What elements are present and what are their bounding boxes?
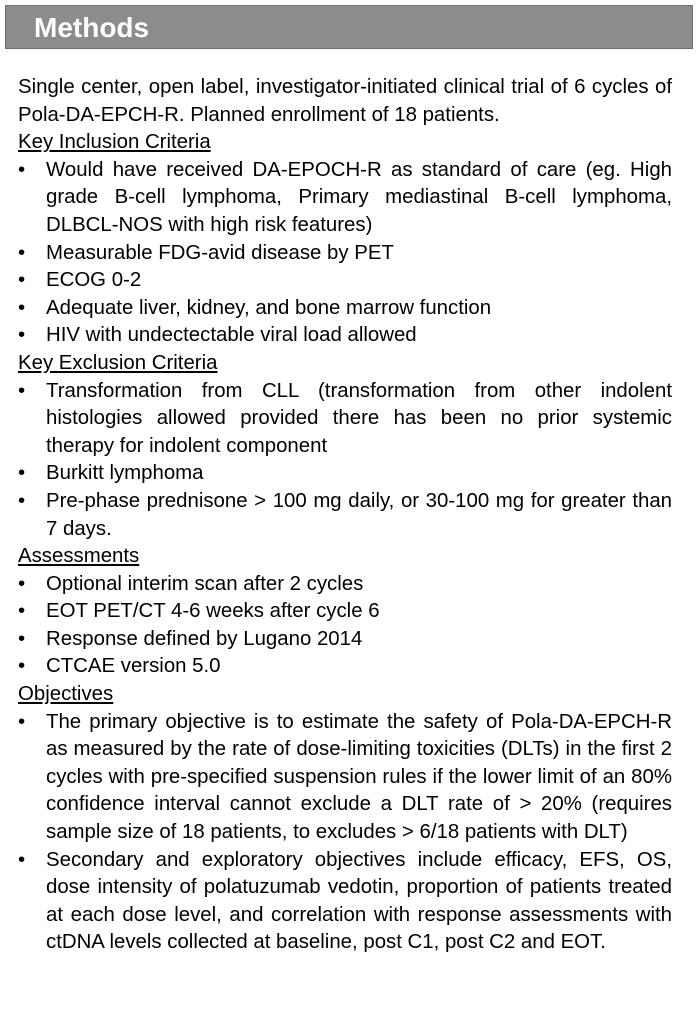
section-objectives xyxy=(18,681,672,957)
section-heading: Key Exclusion Criteria xyxy=(18,351,218,374)
bullet-list xyxy=(18,378,672,544)
list-item: • Secondary and exploratory objectives include efficacy, EFS, OS, dose intensity of polatuzumab vedotin, proportion of patients treated at each dose level, and correlation with response assessments with ctDNA levels collected at baseline, post C1, post C2 and EOT. xyxy=(18,847,672,957)
list-item: • Adequate liver, kidney, and bone marrow function xyxy=(18,295,672,323)
list-item: • ECOG 0-2 xyxy=(18,267,672,295)
methods-content xyxy=(18,74,672,957)
section-heading: Objectives xyxy=(18,683,114,706)
section-key-exclusion-criteria xyxy=(18,350,672,543)
bullet-list xyxy=(18,709,672,957)
intro-paragraph: Single center, open label, investigator-initiated clinical trial of 6 cycles of Pola-DA-EPCH-R. Planned enrollment of 18 patients. xyxy=(18,76,672,126)
list-item: • Pre-phase prednisone > 100 mg daily, or 30-100 mg for greater than 7 days. xyxy=(18,488,672,543)
section-heading: Key Inclusion Criteria xyxy=(18,131,211,154)
list-item: • EOT PET/CT 4-6 weeks after cycle 6 xyxy=(18,598,672,626)
list-item: • HIV with undectectable viral load allowed xyxy=(18,322,672,350)
list-item: • Burkitt lymphoma xyxy=(18,460,672,488)
list-item: • Response defined by Lugano 2014 xyxy=(18,626,672,654)
section-assessments xyxy=(18,543,672,681)
section-heading: Assessments xyxy=(18,545,140,568)
list-item: • The primary objective is to estimate the safety of Pola-DA-EPCH-R as measured by the rate of dose-limiting toxicities (DLTs) in the first 2 cycles with pre-specified suspension rules if the lower limit of an 80% confidence interval cannot exclude a DLT rate of > 20% (requires sample size of 18 patients, to excludes > 6/18 patients with DLT) xyxy=(18,709,672,847)
list-item: • CTCAE version 5.0 xyxy=(18,653,672,681)
bullet-list xyxy=(18,571,672,681)
bullet-list xyxy=(18,157,672,350)
section-title: Methods xyxy=(34,12,150,43)
section-header-bar xyxy=(5,5,693,49)
list-item: • Would have received DA-EPOCH-R as standard of care (eg. High grade B-cell lymphoma, Primary mediastinal B-cell lymphoma, DLBCL-NOS with high risk features) xyxy=(18,157,672,240)
list-item: • Measurable FDG-avid disease by PET xyxy=(18,240,672,268)
list-item: • Transformation from CLL (transformation from other indolent histologies allowed provided there has been no prior systemic therapy for indolent component xyxy=(18,378,672,461)
section-key-inclusion-criteria xyxy=(18,129,672,350)
list-item: • Optional interim scan after 2 cycles xyxy=(18,571,672,599)
